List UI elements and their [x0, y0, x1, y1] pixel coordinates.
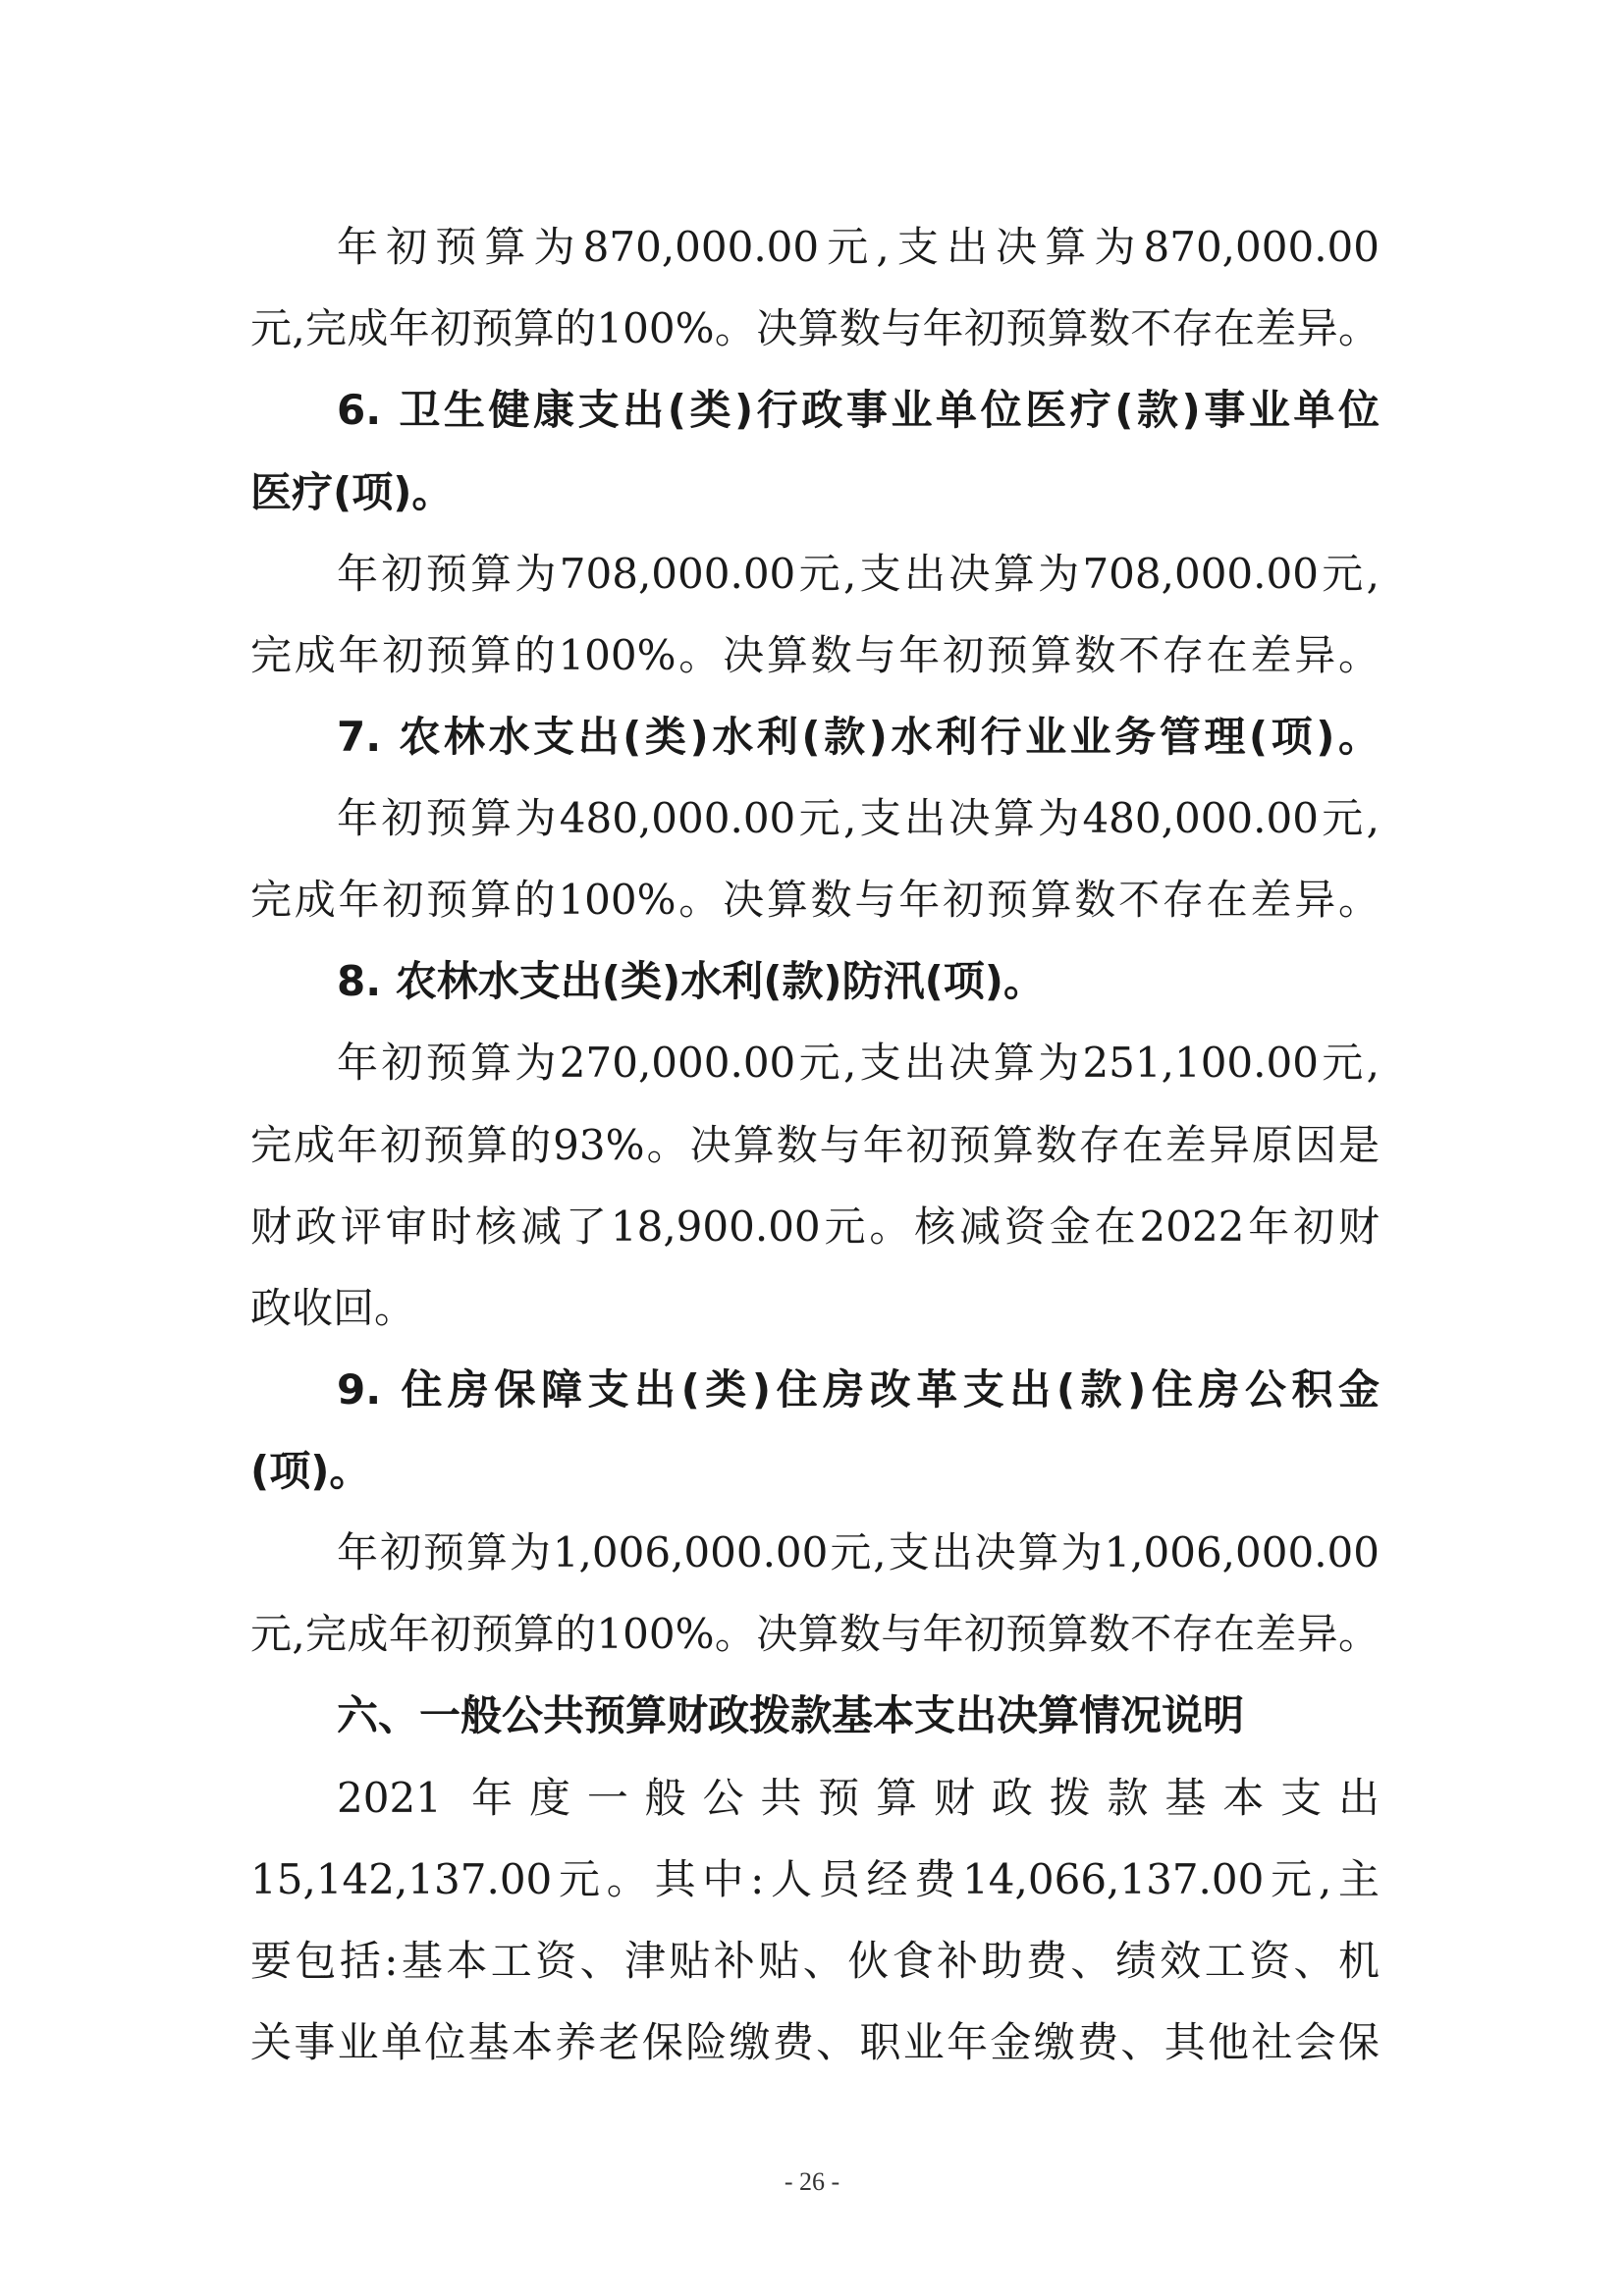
body-text-line: 2021 年度一般公共预算财政拨款基本支出: [337, 1774, 1380, 1822]
body-text-line: 年初预算为270,000.00元,支出决算为251,100.00元,: [337, 1039, 1380, 1087]
section-heading-9: 9. 住房保障支出(类)住房改革支出(款)住房公积金: [337, 1365, 1380, 1414]
body-text-line: 财政评审时核减了18,900.00元。核减资金在2022年初财: [250, 1202, 1380, 1251]
body-text-line: 年初预算为1,006,000.00元,支出决算为1,006,000.00: [337, 1528, 1380, 1576]
body-text-line: 完成年初预算的100%。决算数与年初预算数不存在差异。: [250, 876, 1380, 924]
body-text-line: 元,完成年初预算的100%。决算数与年初预算数不存在差异。: [250, 1610, 1380, 1658]
section-heading-6: 6. 卫生健康支出(类)行政事业单位医疗(款)事业单位: [337, 386, 1380, 434]
section-heading-6-cont: 医疗(项)。: [250, 468, 454, 516]
body-text-line: 15,142,137.00元。其中:人员经费14,066,137.00元,主: [250, 1855, 1380, 1903]
section-heading-8: 8. 农林水支出(类)水利(款)防汛(项)。: [337, 957, 1045, 1005]
body-text-line: 政收回。: [250, 1284, 416, 1332]
body-text-line: 关事业单位基本养老保险缴费、职业年金缴费、其他社会保: [250, 2018, 1380, 2066]
body-text-line: 年初预算为870,000.00元,支出决算为870,000.00: [337, 223, 1380, 271]
body-text-line: 完成年初预算的93%。决算数与年初预算数存在差异原因是: [250, 1121, 1380, 1169]
page-number: - 26 -: [784, 2167, 840, 2196]
body-text-line: 年初预算为708,000.00元,支出决算为708,000.00元,: [337, 550, 1380, 598]
body-text-line: 元,完成年初预算的100%。决算数与年初预算数不存在差异。: [250, 304, 1380, 352]
section-heading-7: 7. 农林水支出(类)水利(款)水利行业业务管理(项)。: [337, 713, 1380, 761]
body-text-line: 年初预算为480,000.00元,支出决算为480,000.00元,: [337, 794, 1380, 842]
body-text-line: 完成年初预算的100%。决算数与年初预算数不存在差异。: [250, 631, 1380, 679]
body-text-line: 要包括:基本工资、津贴补贴、伙食补助费、绩效工资、机: [250, 1937, 1380, 1985]
chapter-heading-6: 六、一般公共预算财政拨款基本支出决算情况说明: [337, 1691, 1245, 1739]
section-heading-9-cont: (项)。: [250, 1447, 371, 1495]
